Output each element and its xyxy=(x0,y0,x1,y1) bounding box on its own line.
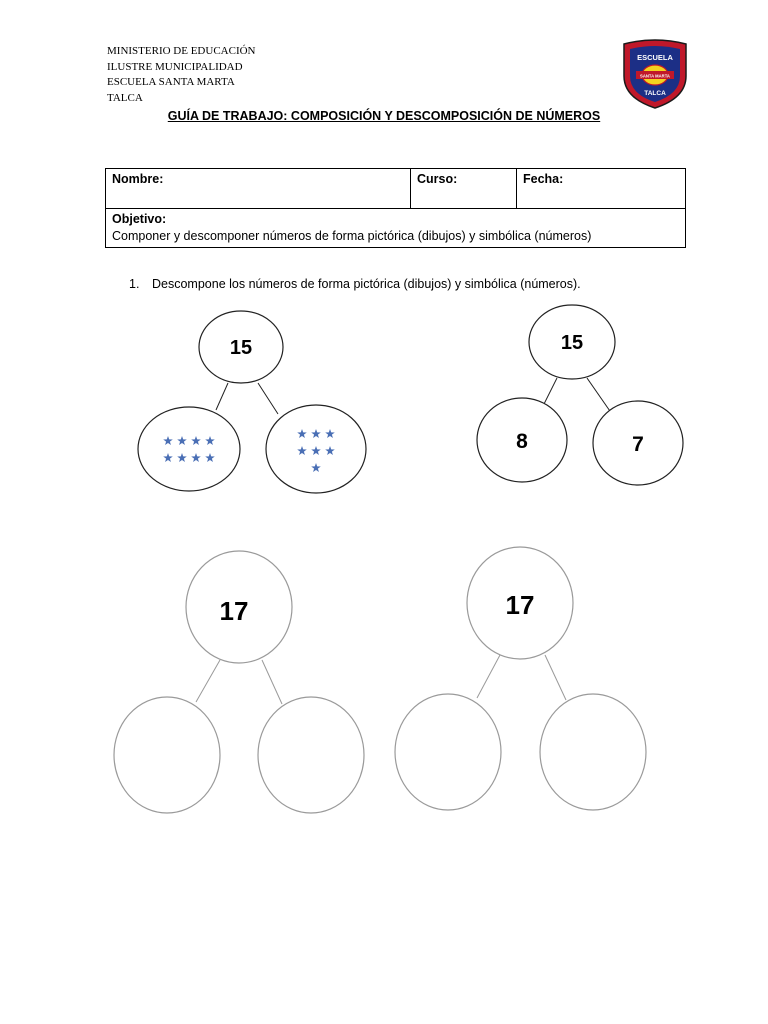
diagram-4 xyxy=(395,547,646,810)
part-number-left: 8 xyxy=(516,430,528,453)
institution-line: ILUSTRE MUNICIPALIDAD xyxy=(107,60,243,73)
institution-line: MINISTERIO DE EDUCACIÓN xyxy=(107,45,256,57)
part-circle-right[interactable] xyxy=(540,694,646,810)
part-circle-left[interactable] xyxy=(395,694,501,810)
institution-line: ESCUELA SANTA MARTA xyxy=(107,76,235,88)
institution-line: TALCA xyxy=(107,91,143,104)
logo-middle-text: SANTA MARTA xyxy=(640,73,670,79)
part-circle-left[interactable] xyxy=(114,697,220,813)
question-text: Descompone los números de forma pictórica (dibujos) y simbólica (números). xyxy=(152,277,581,291)
whole-number: 15 xyxy=(229,337,253,359)
diagram-3 xyxy=(114,551,364,813)
part-number-right: 7 xyxy=(632,433,644,456)
whole-number: 17 xyxy=(505,590,535,620)
logo-bottom-text: TALCA xyxy=(644,90,666,97)
whole-number: 17 xyxy=(219,596,249,626)
objective-label: Objetivo: xyxy=(112,212,167,226)
objective-text: Componer y descomponer números de forma pictórica (dibujos) y simbólica (números) xyxy=(112,229,592,243)
diagram-1 xyxy=(138,311,366,493)
part-circle-left[interactable] xyxy=(138,407,240,491)
question-number: 1. xyxy=(129,277,140,291)
course-label: Curso: xyxy=(417,172,458,186)
logo-top-text: ESCUELA xyxy=(637,53,673,62)
part-circle-right[interactable] xyxy=(258,697,364,813)
diagram-2 xyxy=(477,305,683,485)
worksheet-title: GUÍA DE TRABAJO: COMPOSICIÓN Y DESCOMPOSICIÓN DE NÚMEROS xyxy=(167,109,601,123)
name-label: Nombre: xyxy=(112,172,164,186)
date-label: Fecha: xyxy=(523,172,564,186)
whole-number: 15 xyxy=(560,332,584,354)
